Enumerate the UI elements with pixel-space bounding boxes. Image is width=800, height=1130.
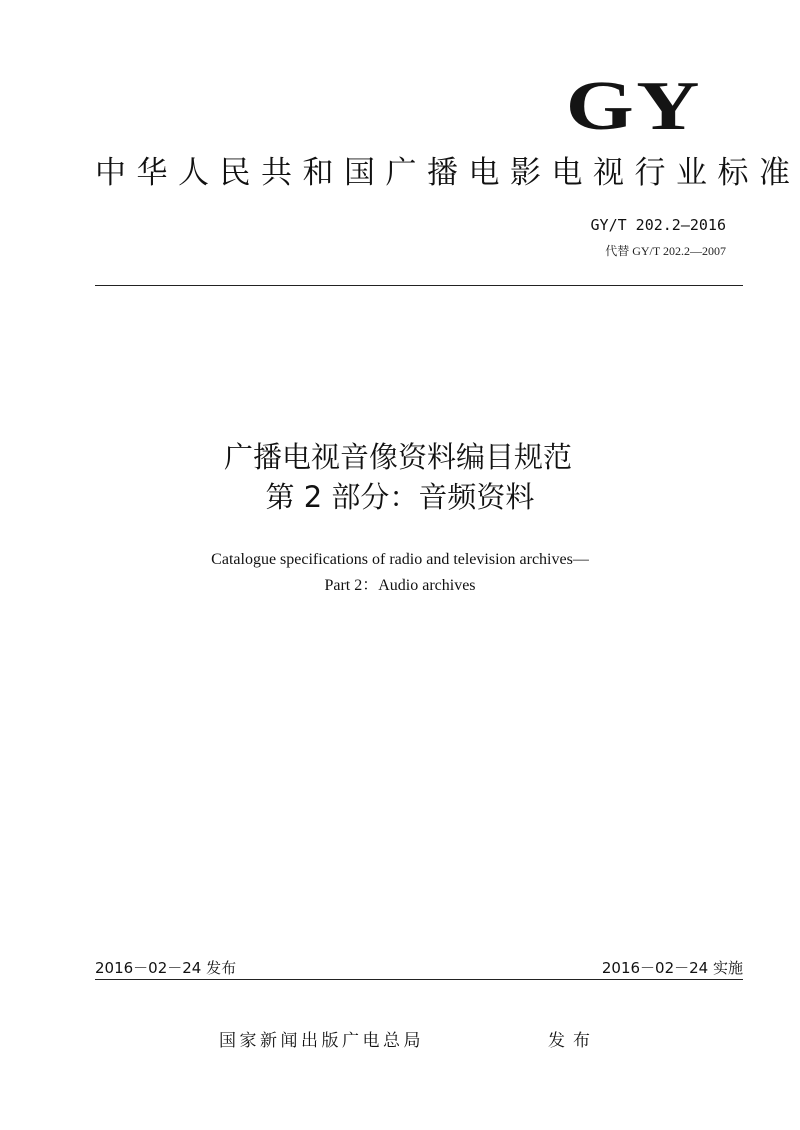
replaces-note: 代替 GY/T 202.2—2007: [605, 244, 726, 258]
standard-number: GY/T 202.2—2016: [590, 216, 726, 234]
title-zh-line1: 广播电视音像资料编目规范: [223, 440, 572, 474]
implement-date: 2016－02－24 实施: [601, 959, 743, 977]
gy-logo: GY: [565, 68, 702, 145]
issue-label: 发布: [548, 1031, 598, 1051]
issuer: 国家新闻出版广电总局: [219, 1031, 424, 1051]
top-divider: [95, 285, 743, 286]
publish-date: 2016－02－24 发布: [95, 959, 237, 977]
title-en-line2: Part 2：Audio archives: [324, 577, 476, 594]
title-en-line1: Catalogue specifications of radio and television archives—: [211, 551, 589, 568]
bottom-divider: [95, 979, 743, 980]
title-zh-line2: 第 2 部分：音频资料: [265, 480, 535, 514]
organization-title: 中华人民共和国广播电影电视行业标准: [95, 155, 800, 191]
